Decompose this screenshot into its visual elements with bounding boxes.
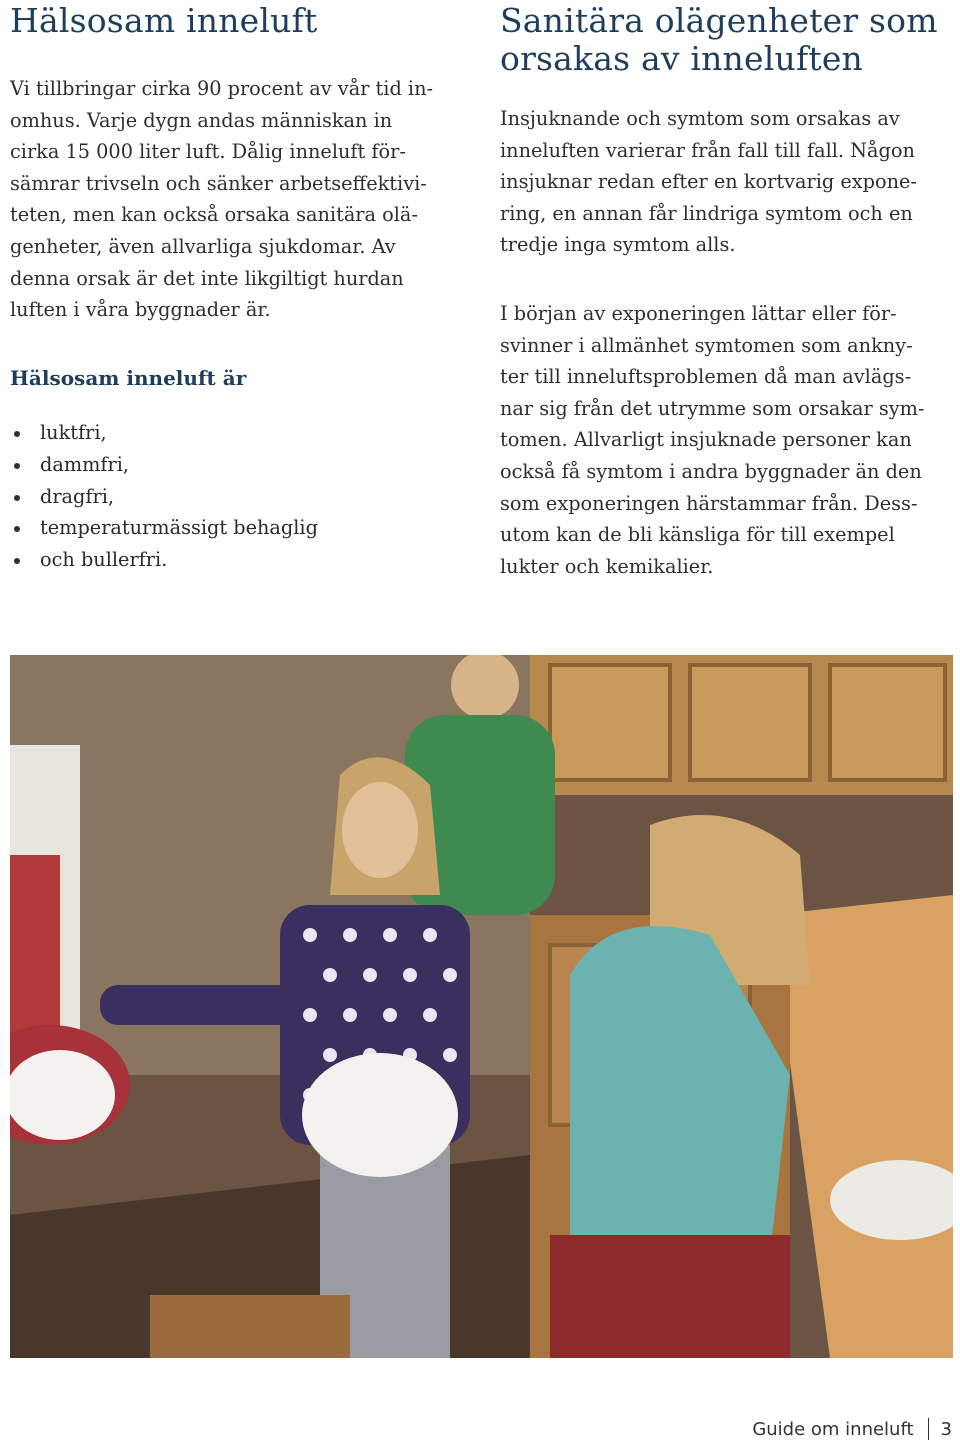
bullet-list (10, 417, 318, 576)
text-line: tomen. Allvarligt insjuknade personer kan (500, 428, 912, 452)
text-line: som exponeringen härstammar från. Dess- (500, 491, 918, 515)
text-line: I början av exponeringen lättar eller för- (500, 302, 897, 325)
subheading: Hälsosam inneluft är (10, 366, 247, 390)
paragraph-2 (500, 298, 952, 582)
intro-paragraph (10, 73, 466, 326)
title-line: orsakas av inneluften (500, 39, 864, 78)
list-item: dragfri, (10, 481, 318, 513)
list-item: och bullerfri. (10, 544, 318, 576)
text-line: genheter, även allvarliga sjukdomar. Av (10, 234, 396, 258)
page-title: Hälsosam inneluft (10, 1, 318, 40)
paragraph-1 (500, 103, 952, 261)
text-line: sämrar trivseln och sänker arbetseffektivi- (10, 171, 427, 195)
text-line: ring, en annan får lindriga symtom och en (500, 201, 913, 225)
text-line: cirka 15 000 liter luft. Dålig inneluft för- (10, 140, 406, 164)
list-item: luktfri, (10, 417, 318, 449)
text-line: Insjuknande och symtom som orsakas av (500, 107, 900, 130)
text-line: omhus. Varje dygn andas människan in (10, 108, 393, 132)
text-line: insjuknar redan efter en kortvarig expone- (500, 170, 917, 194)
text-line: utom kan de bli känsliga för till exempel (500, 523, 895, 547)
footer-divider (928, 1418, 929, 1440)
section-title (500, 2, 952, 78)
text-line: Vi tillbringar cirka 90 procent av vår tid in- (10, 77, 434, 100)
text-line: teten, men kan också orsaka sanitära olä- (10, 203, 418, 227)
text-line: inneluften varierar från fall till fall. Någon (500, 138, 915, 162)
text-line: tredje inga symtom alls. (500, 233, 736, 257)
text-line: denna orsak är det inte likgiltigt hurdan (10, 266, 404, 290)
page-number: 3 (940, 1418, 952, 1440)
list-item: temperaturmässigt behaglig (10, 512, 318, 544)
text-line: ter till inneluftsproblemen då man avlägs- (500, 365, 912, 389)
text-line: också få symtom i andra byggnader än den (500, 459, 922, 483)
guide-label: Guide om inneluft (752, 1418, 914, 1440)
kitchen-photo (10, 655, 953, 1358)
text-line: lukter och kemikalier. (500, 554, 714, 578)
list-item: dammfri, (10, 449, 318, 481)
page-footer (752, 1418, 952, 1440)
kitchen-photo-illustration (10, 655, 953, 1358)
text-line: svinner i allmänhet symtomen som ankny- (500, 333, 913, 357)
text-line: luften i våra byggnader är. (10, 298, 271, 322)
title-line: Sanitära olägenheter som (500, 1, 938, 40)
text-line: nar sig från det utrymme som orsakar sym- (500, 396, 925, 420)
